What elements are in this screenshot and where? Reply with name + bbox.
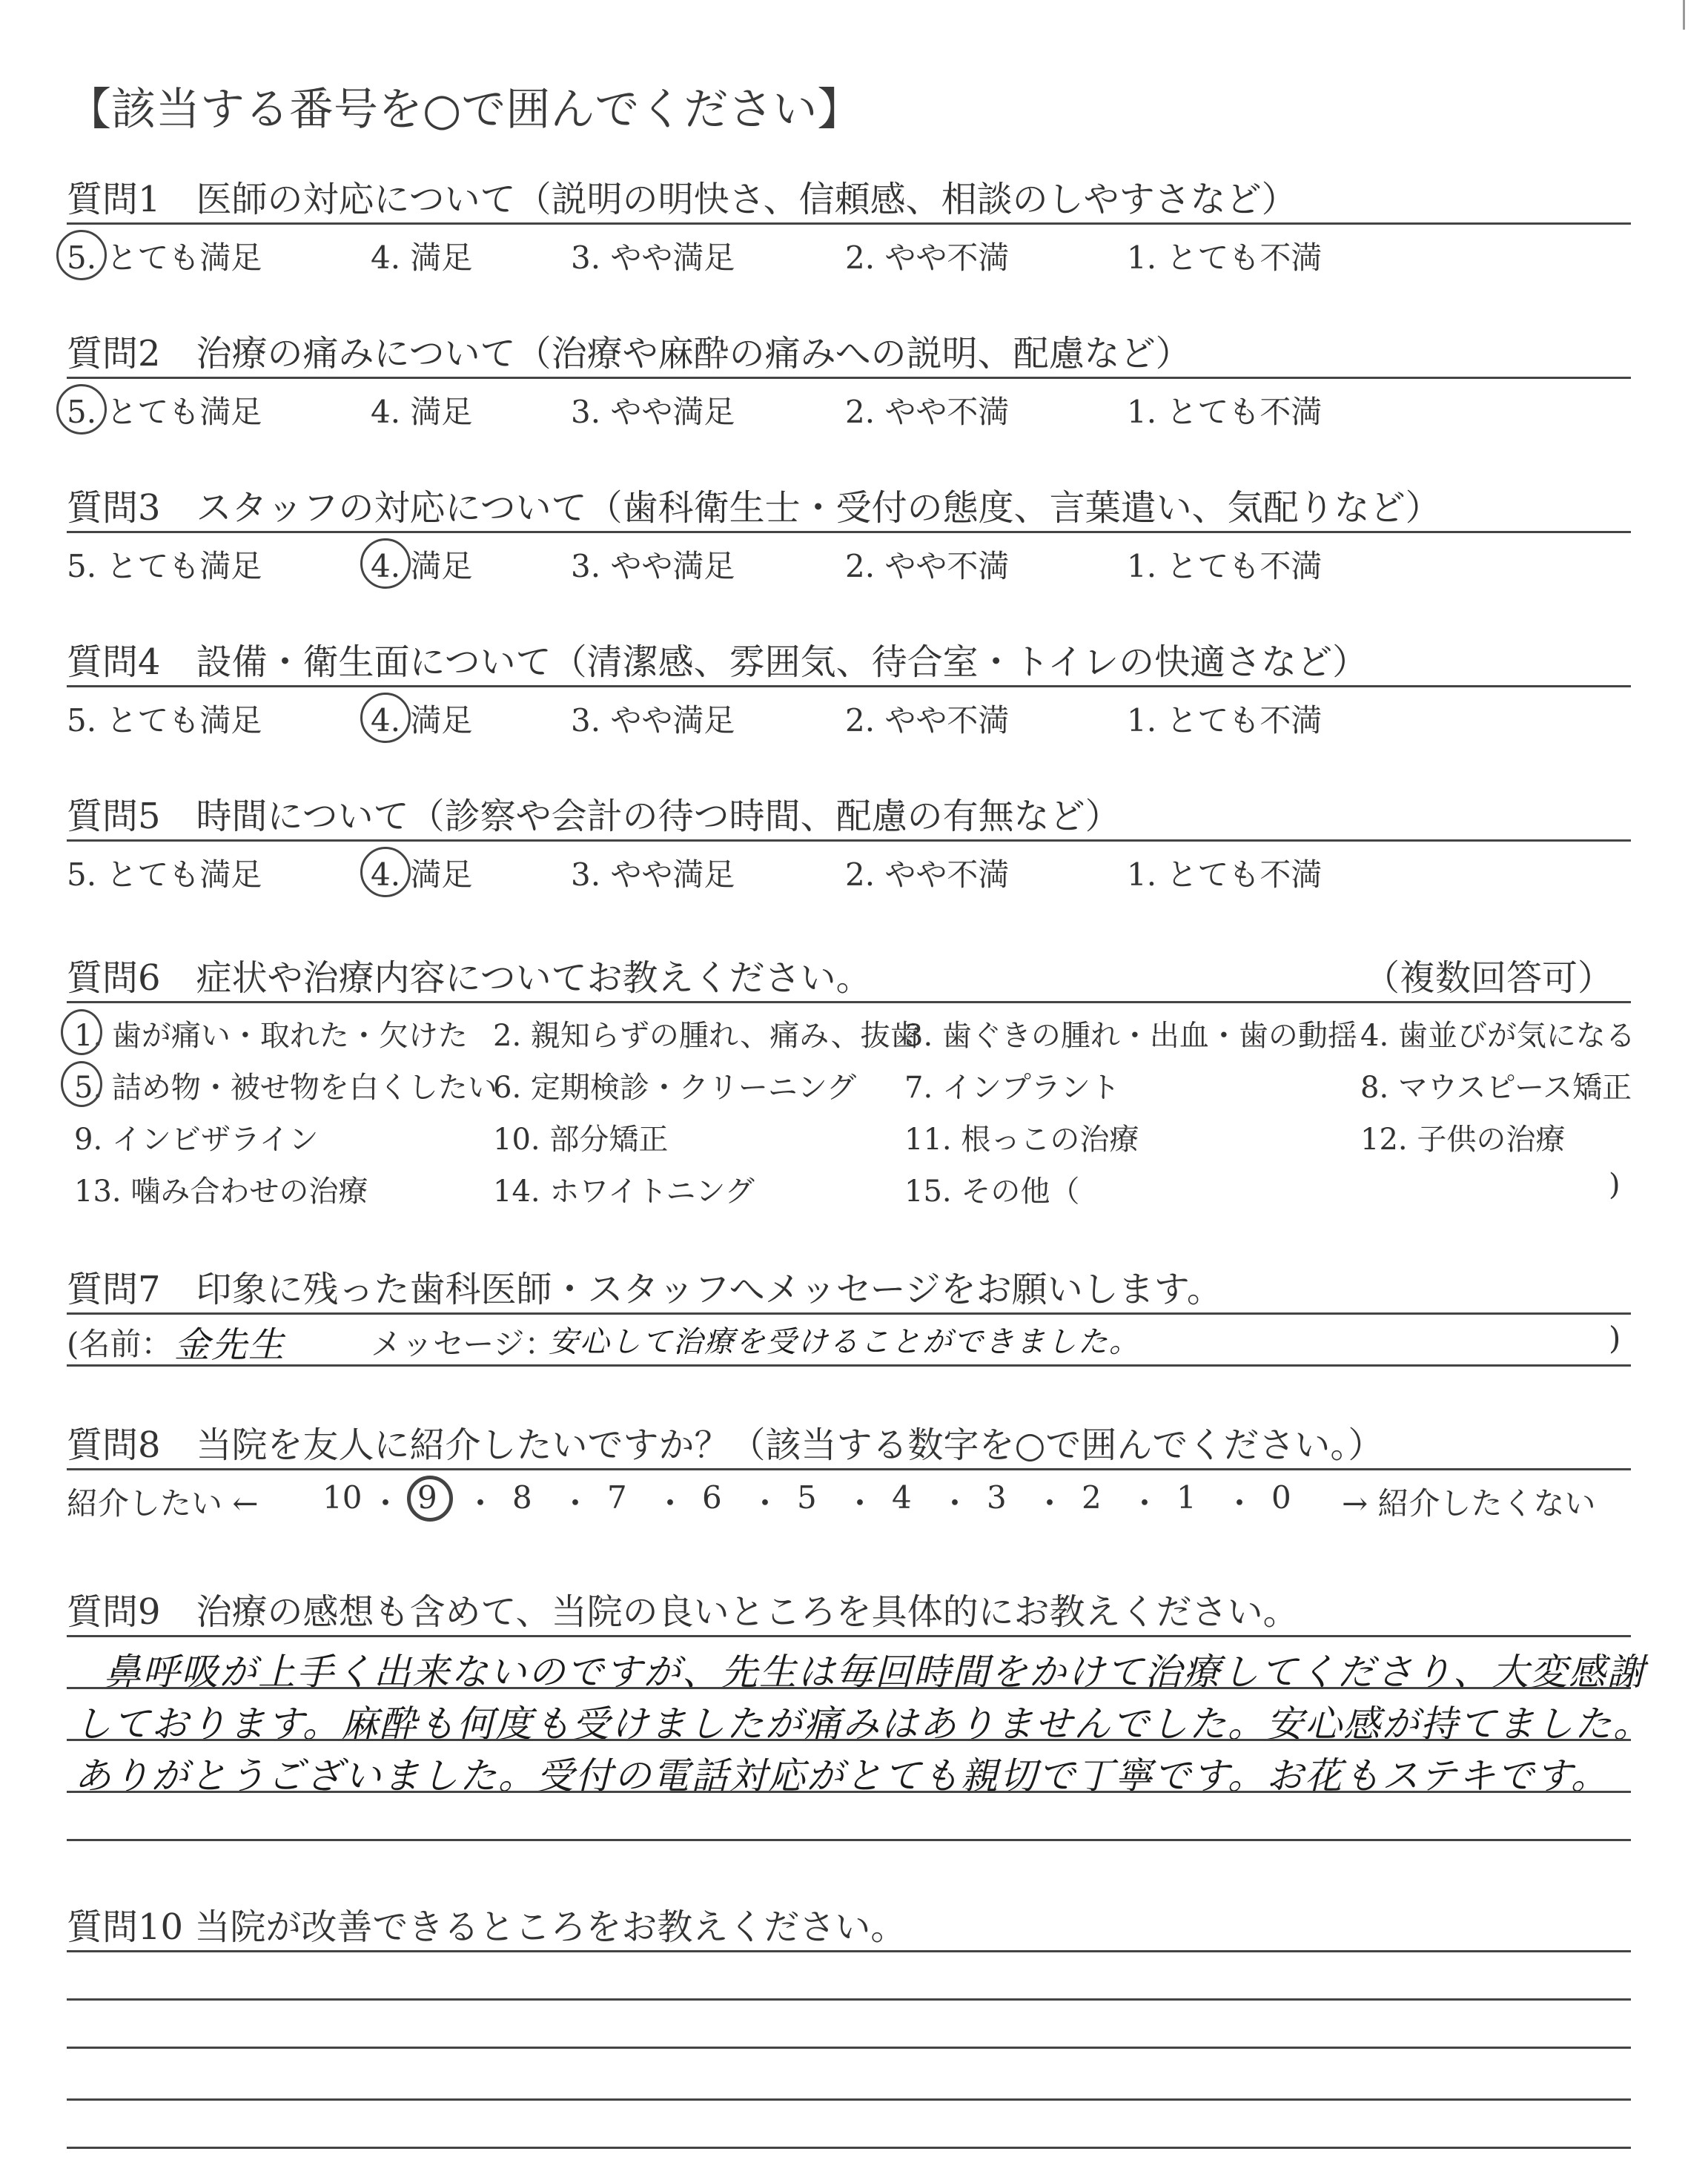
q8-scale-0[interactable]: 0 (1271, 1479, 1291, 1516)
q8-scale-separator: ・ (1224, 1485, 1256, 1522)
q3-selected-circle (360, 538, 411, 589)
q6-label: 質問6 症状や治療内容についてお教えください。 (67, 957, 872, 999)
page-edge-mark (1683, 0, 1685, 30)
q6-selected-circle-1 (61, 1009, 102, 1055)
q8-scale-3[interactable]: 3 (987, 1479, 1007, 1516)
q10-rule-2 (67, 2047, 1631, 2049)
q5-option-2[interactable]: 2. やや不満 (845, 856, 1010, 893)
q2-option-2[interactable]: 2. やや不満 (845, 394, 1010, 430)
q9-answer-line-2[interactable]: しております。麻酔も何度も受けましたが痛みはありませんでした。安心感が持てました。 (74, 1702, 1652, 1745)
q6-selected-circle-5 (61, 1061, 102, 1107)
q1-label: 質問1 医師の対応について（説明の明快さ、信頼感、相談のしやすさなど） (67, 179, 1297, 220)
q4-label: 質問4 設備・衛生面について（清潔感、雰囲気、待合室・トイレの快適さなど） (67, 641, 1368, 683)
q9-rule-4 (67, 1839, 1631, 1841)
q2-selected-circle (56, 384, 107, 435)
q6-other-close: ) (1609, 1168, 1621, 1202)
q4-rule (67, 685, 1631, 687)
q6-option-5[interactable]: 5. 詰め物・被せ物を白くしたい (74, 1071, 497, 1105)
q10-rule-0 (67, 1950, 1631, 1952)
q5-option-1[interactable]: 1. とても不満 (1127, 856, 1323, 893)
q1-selected-circle (56, 230, 107, 280)
form-title: 【該当する番号を○で囲んでください】 (67, 84, 862, 136)
q8-scale-separator: ・ (1129, 1485, 1161, 1522)
q8-scale-separator: ・ (655, 1485, 686, 1522)
q6-option-2[interactable]: 2. 親知らずの腫れ、痛み、抜歯 (493, 1019, 920, 1053)
q6-option-4[interactable]: 4. 歯並びが気になる (1360, 1019, 1635, 1053)
q5-selected-circle (360, 847, 411, 897)
q8-scale-10[interactable]: 10 (322, 1479, 363, 1516)
q1-option-1[interactable]: 1. とても不満 (1127, 240, 1323, 276)
q3-option-2[interactable]: 2. やや不満 (845, 548, 1010, 584)
q8-scale-separator: ・ (1034, 1485, 1066, 1522)
q6-option-1[interactable]: 1. 歯が痛い・取れた・欠けた (74, 1019, 468, 1053)
q6-option-8[interactable]: 8. マウスピース矯正 (1360, 1071, 1632, 1105)
q2-option-4[interactable]: 4. 満足 (371, 394, 473, 430)
q8-scale-7[interactable]: 7 (607, 1479, 627, 1516)
q2-rule (67, 377, 1631, 379)
q6-note: （複数回答可） (1364, 957, 1614, 999)
q8-scale-separator: ・ (844, 1485, 876, 1522)
q6-option-14[interactable]: 14. ホワイトニング (493, 1175, 755, 1209)
q8-scale-2[interactable]: 2 (1082, 1479, 1102, 1516)
q10-rule-3 (67, 2098, 1631, 2101)
q4-option-5[interactable]: 5. とても満足 (67, 702, 262, 739)
q8-rule (67, 1468, 1631, 1470)
q8-scale-separator: ・ (939, 1485, 971, 1522)
q7-label: 質問7 印象に残った歯科医師・スタッフへメッセージをお願いします。 (67, 1269, 1222, 1310)
q1-rule (67, 222, 1631, 225)
q9-rule-1 (67, 1687, 1631, 1689)
q6-option-10[interactable]: 10. 部分矯正 (493, 1123, 669, 1157)
q8-scale-1[interactable]: 1 (1176, 1479, 1196, 1516)
q9-rule-0 (67, 1635, 1631, 1637)
q3-option-4[interactable]: 4. 満足 (371, 548, 473, 584)
q10-rule-1 (67, 1998, 1631, 2001)
q3-label: 質問3 スタッフの対応について（歯科衛生士・受付の態度、言葉遣い、気配りなど） (67, 487, 1441, 529)
q8-scale-6[interactable]: 6 (702, 1479, 722, 1516)
q4-option-2[interactable]: 2. やや不満 (845, 702, 1010, 739)
q5-option-5[interactable]: 5. とても満足 (67, 856, 262, 893)
q8-label: 質問8 当院を友人に紹介したいですか？（該当する数字を○で囲んでください。） (67, 1424, 1384, 1466)
q9-label: 質問9 治療の感想も含めて、当院の良いところを具体的にお教えください。 (67, 1591, 1299, 1633)
q3-option-1[interactable]: 1. とても不満 (1127, 548, 1323, 584)
q6-option-12[interactable]: 12. 子供の治療 (1360, 1123, 1566, 1157)
q8-scale-separator: ・ (749, 1485, 781, 1522)
q1-option-5[interactable]: 5. とても満足 (67, 240, 262, 276)
q2-label: 質問2 治療の痛みについて（治療や麻酔の痛みへの説明、配慮など） (67, 333, 1191, 374)
q4-option-4[interactable]: 4. 満足 (371, 702, 473, 739)
q1-option-2[interactable]: 2. やや不満 (845, 240, 1010, 276)
q7-name-value[interactable]: 金先生 (174, 1324, 286, 1366)
q5-rule (67, 839, 1631, 842)
q7-message-value[interactable]: 安心して治療を受けることができました。 (549, 1325, 1140, 1359)
q3-option-5[interactable]: 5. とても満足 (67, 548, 262, 584)
q6-option-9[interactable]: 9. インビザライン (74, 1123, 319, 1157)
q8-scale-8[interactable]: 8 (512, 1479, 532, 1516)
q8-scale-4[interactable]: 4 (892, 1479, 912, 1516)
q4-option-3[interactable]: 3. やや満足 (571, 702, 735, 739)
q7-message-label: メッセージ： (371, 1326, 556, 1362)
q2-option-5[interactable]: 5. とても満足 (67, 394, 262, 430)
q7-rule (67, 1312, 1631, 1315)
q6-rule (67, 1001, 1631, 1003)
q3-option-3[interactable]: 3. やや満足 (571, 548, 735, 584)
q9-answer-line-1[interactable]: 鼻呼吸が上手く出来ないのですが、先生は毎回時間をかけて治療してくださり、大変感謝 (104, 1651, 1646, 1694)
q8-scale-9[interactable]: 9 (417, 1479, 437, 1516)
q8-left-label: 紹介したい ← (67, 1485, 259, 1522)
q5-label: 質問5 時間について（診察や会計の待つ時間、配慮の有無など） (67, 796, 1121, 837)
q6-option-6[interactable]: 6. 定期検診・クリーニング (493, 1071, 857, 1105)
q2-option-3[interactable]: 3. やや満足 (571, 394, 735, 430)
q6-option-15[interactable]: 15. その他（ (904, 1175, 1080, 1209)
q7-answer-rule (67, 1364, 1631, 1367)
q5-option-3[interactable]: 3. やや満足 (571, 856, 735, 893)
q1-option-3[interactable]: 3. やや満足 (571, 240, 735, 276)
q8-scale-separator: ・ (465, 1485, 497, 1522)
q9-rule-3 (67, 1791, 1631, 1793)
q2-option-1[interactable]: 1. とても不満 (1127, 394, 1323, 430)
q1-option-4[interactable]: 4. 満足 (371, 240, 473, 276)
q9-answer-line-3[interactable]: ありがとうございました。受付の電話対応がとても親切で丁寧です。お花もステキです。 (74, 1754, 1609, 1797)
q10-rule-4 (67, 2147, 1631, 2149)
q6-option-11[interactable]: 11. 根っこの治療 (904, 1123, 1139, 1157)
q8-selected-circle (407, 1476, 453, 1522)
q8-scale-5[interactable]: 5 (797, 1479, 817, 1516)
q10-label: 質問10 当院が改善できるところをお教えください。 (67, 1906, 907, 1948)
q5-option-4[interactable]: 4. 満足 (371, 856, 473, 893)
q4-selected-circle (360, 693, 411, 743)
q7-close: ) (1609, 1320, 1621, 1356)
q6-option-7[interactable]: 7. インプラント (904, 1071, 1120, 1105)
q6-option-13[interactable]: 13. 噛み合わせの治療 (74, 1175, 368, 1209)
q8-scale-separator: ・ (370, 1485, 402, 1522)
q8-right-label: → 紹介したくない (1342, 1485, 1596, 1522)
q7-name-label: (名前： (67, 1326, 173, 1362)
q4-option-1[interactable]: 1. とても不満 (1127, 702, 1323, 739)
q3-rule (67, 531, 1631, 533)
q6-option-3[interactable]: 3. 歯ぐきの腫れ・出血・歯の動揺 (904, 1019, 1357, 1053)
q9-rule-2 (67, 1739, 1631, 1741)
q8-scale-separator: ・ (560, 1485, 592, 1522)
